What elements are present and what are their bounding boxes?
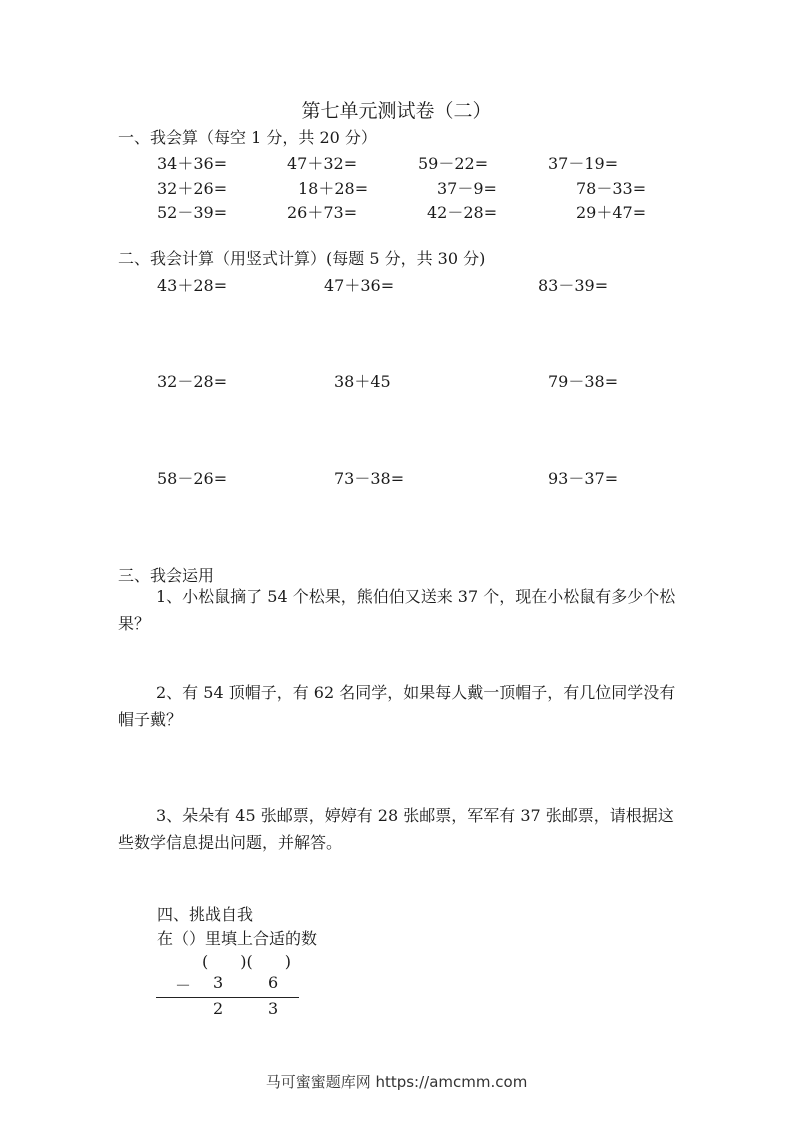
- equation: 32－28=: [157, 372, 228, 391]
- word-problem-2: [118, 679, 678, 733]
- equation: 18＋28=: [298, 179, 369, 198]
- equation: 42－28=: [427, 203, 498, 222]
- section4-heading: 四、挑战自我: [157, 905, 254, 924]
- equation: 59－22=: [418, 154, 489, 173]
- equation: 32＋26=: [157, 179, 228, 198]
- equation: 34＋36=: [157, 154, 228, 173]
- equation: 52－39=: [157, 203, 228, 222]
- equation: 78－33=: [576, 179, 647, 198]
- sum-line: [156, 997, 299, 998]
- blank-digits: ( )( ): [202, 952, 291, 971]
- equation: 26＋73=: [287, 203, 358, 222]
- section1-heading: 一、我会算（每空 1 分，共 20 分）: [118, 128, 377, 147]
- equation: 43＋28=: [157, 276, 228, 295]
- equation: 38＋45: [334, 372, 391, 391]
- equation: 37－19=: [548, 154, 619, 173]
- section3-heading: 三、我会运用: [118, 566, 215, 585]
- word-problem-3: [118, 802, 678, 856]
- problem-text: 2、有 54 顶帽子，有 62 名同学，如果每人戴一顶帽子，有几位同学没有帽子戴？: [118, 683, 676, 729]
- equation: 58－26=: [157, 469, 228, 488]
- subtrahend-ones: 6: [268, 973, 279, 992]
- equation: 79－38=: [548, 372, 619, 391]
- problem-text: 3、朵朵有 45 张邮票，婷婷有 28 张邮票，军军有 37 张邮票，请根据这些数学信息提出问题，并解答。: [118, 806, 674, 852]
- equation: 37－9=: [437, 179, 497, 198]
- minus-sign: －: [175, 976, 192, 995]
- equation: 73－38=: [334, 469, 405, 488]
- word-problem-1: [118, 583, 678, 637]
- equation: 83－39=: [538, 276, 609, 295]
- problem-text: 1、小松鼠摘了 54 个松果，熊伯伯又送来 37 个，现在小松鼠有多少个松果？: [118, 587, 676, 633]
- result-ones: 3: [268, 999, 279, 1018]
- result-tens: 2: [213, 999, 224, 1018]
- equation: 47＋36=: [324, 276, 395, 295]
- equation: 93－37=: [548, 469, 619, 488]
- page-title: 第七单元测试卷（二）: [301, 100, 492, 122]
- footer-watermark: 马可蜜蜜题库网 https://amcmm.com: [265, 1073, 528, 1091]
- equation: 47＋32=: [287, 154, 358, 173]
- section4-instruction: 在（）里填上合适的数: [157, 929, 318, 948]
- equation: 29＋47=: [576, 203, 647, 222]
- section2-heading: 二、我会计算（用竖式计算）(每题 5 分，共 30 分): [118, 249, 486, 268]
- subtrahend-tens: 3: [213, 973, 224, 992]
